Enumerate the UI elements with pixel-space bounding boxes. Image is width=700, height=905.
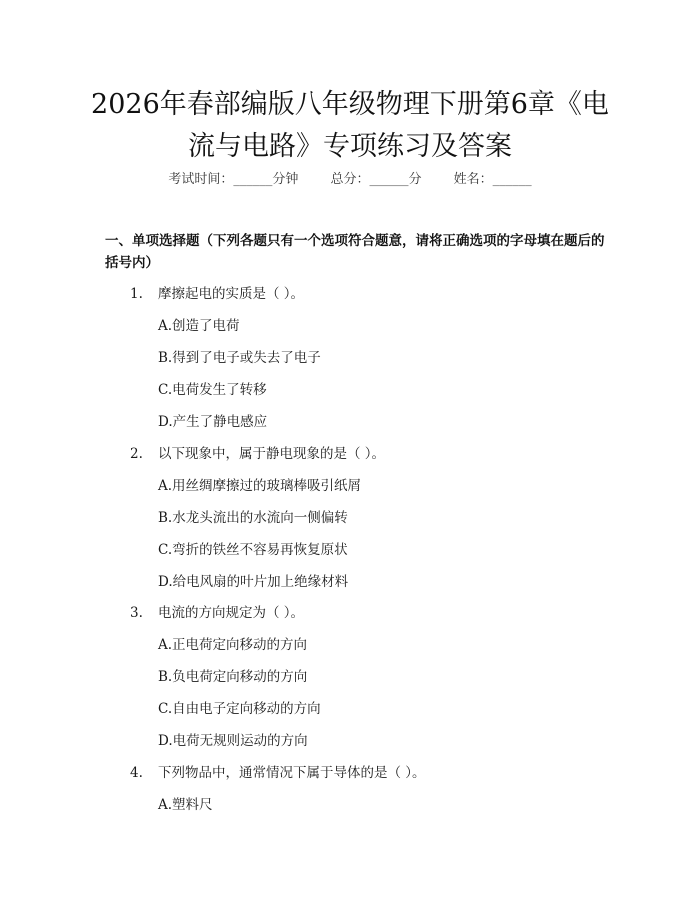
question-text: 以下现象中，属于静电现象的是（ ）。 <box>158 446 386 462</box>
title-line-1: 2026年春部编版八年级物理下册第6章《电 <box>91 89 609 120</box>
question-4-option-a: A.塑料尺 <box>158 797 213 813</box>
question-2-option-c: C.弯折的铁丝不容易再恢复原状 <box>158 542 348 558</box>
question-3 <box>130 601 304 621</box>
question-1-option-d: D.产生了静电感应 <box>158 414 268 430</box>
question-3-option-d: D.电荷无规则运动的方向 <box>158 733 308 749</box>
question-3-option-c: C.自由电子定向移动的方向 <box>158 701 321 717</box>
question-number: 2. <box>130 446 143 462</box>
section-heading: 一、单项选择题（下列各题只有一个选项符合题意，请将正确选项的字母填在题后的括号内） <box>105 233 605 271</box>
title-line-2: 流与电路》专项练习及答案 <box>188 131 512 162</box>
question-2-option-a: A.用丝绸摩擦过的玻璃棒吸引纸屑 <box>158 478 362 494</box>
question-1-option-c: C.电荷发生了转移 <box>158 382 267 398</box>
question-3-option-a: A.正电荷定向移动的方向 <box>158 637 308 653</box>
question-2-option-b: B.水龙头流出的水流向一侧偏转 <box>158 510 348 526</box>
question-2 <box>130 442 385 462</box>
question-text: 下列物品中，通常情况下属于导体的是（ ）。 <box>158 765 426 781</box>
exam-meta <box>0 168 700 187</box>
question-number: 1. <box>130 286 143 302</box>
question-3-option-b: B.负电荷定向移动的方向 <box>158 669 308 685</box>
document-title <box>60 84 640 168</box>
exam-time-label: 考试时间：______分钟 <box>168 172 299 187</box>
question-4 <box>130 761 426 781</box>
question-2-option-d: D.给电风扇的叶片加上绝缘材料 <box>158 574 349 590</box>
question-number: 3. <box>130 605 143 621</box>
question-1-option-b: B.得到了电子或失去了电子 <box>158 350 321 366</box>
question-1-option-a: A.创造了电荷 <box>158 318 240 334</box>
question-text: 摩擦起电的实质是（ ）。 <box>158 286 305 302</box>
total-score-label: 总分：______分 <box>330 172 422 187</box>
question-number: 4. <box>130 765 143 781</box>
question-1 <box>130 282 304 302</box>
question-text: 电流的方向规定为（ ）。 <box>158 605 305 621</box>
student-name-label: 姓名：______ <box>453 172 532 187</box>
